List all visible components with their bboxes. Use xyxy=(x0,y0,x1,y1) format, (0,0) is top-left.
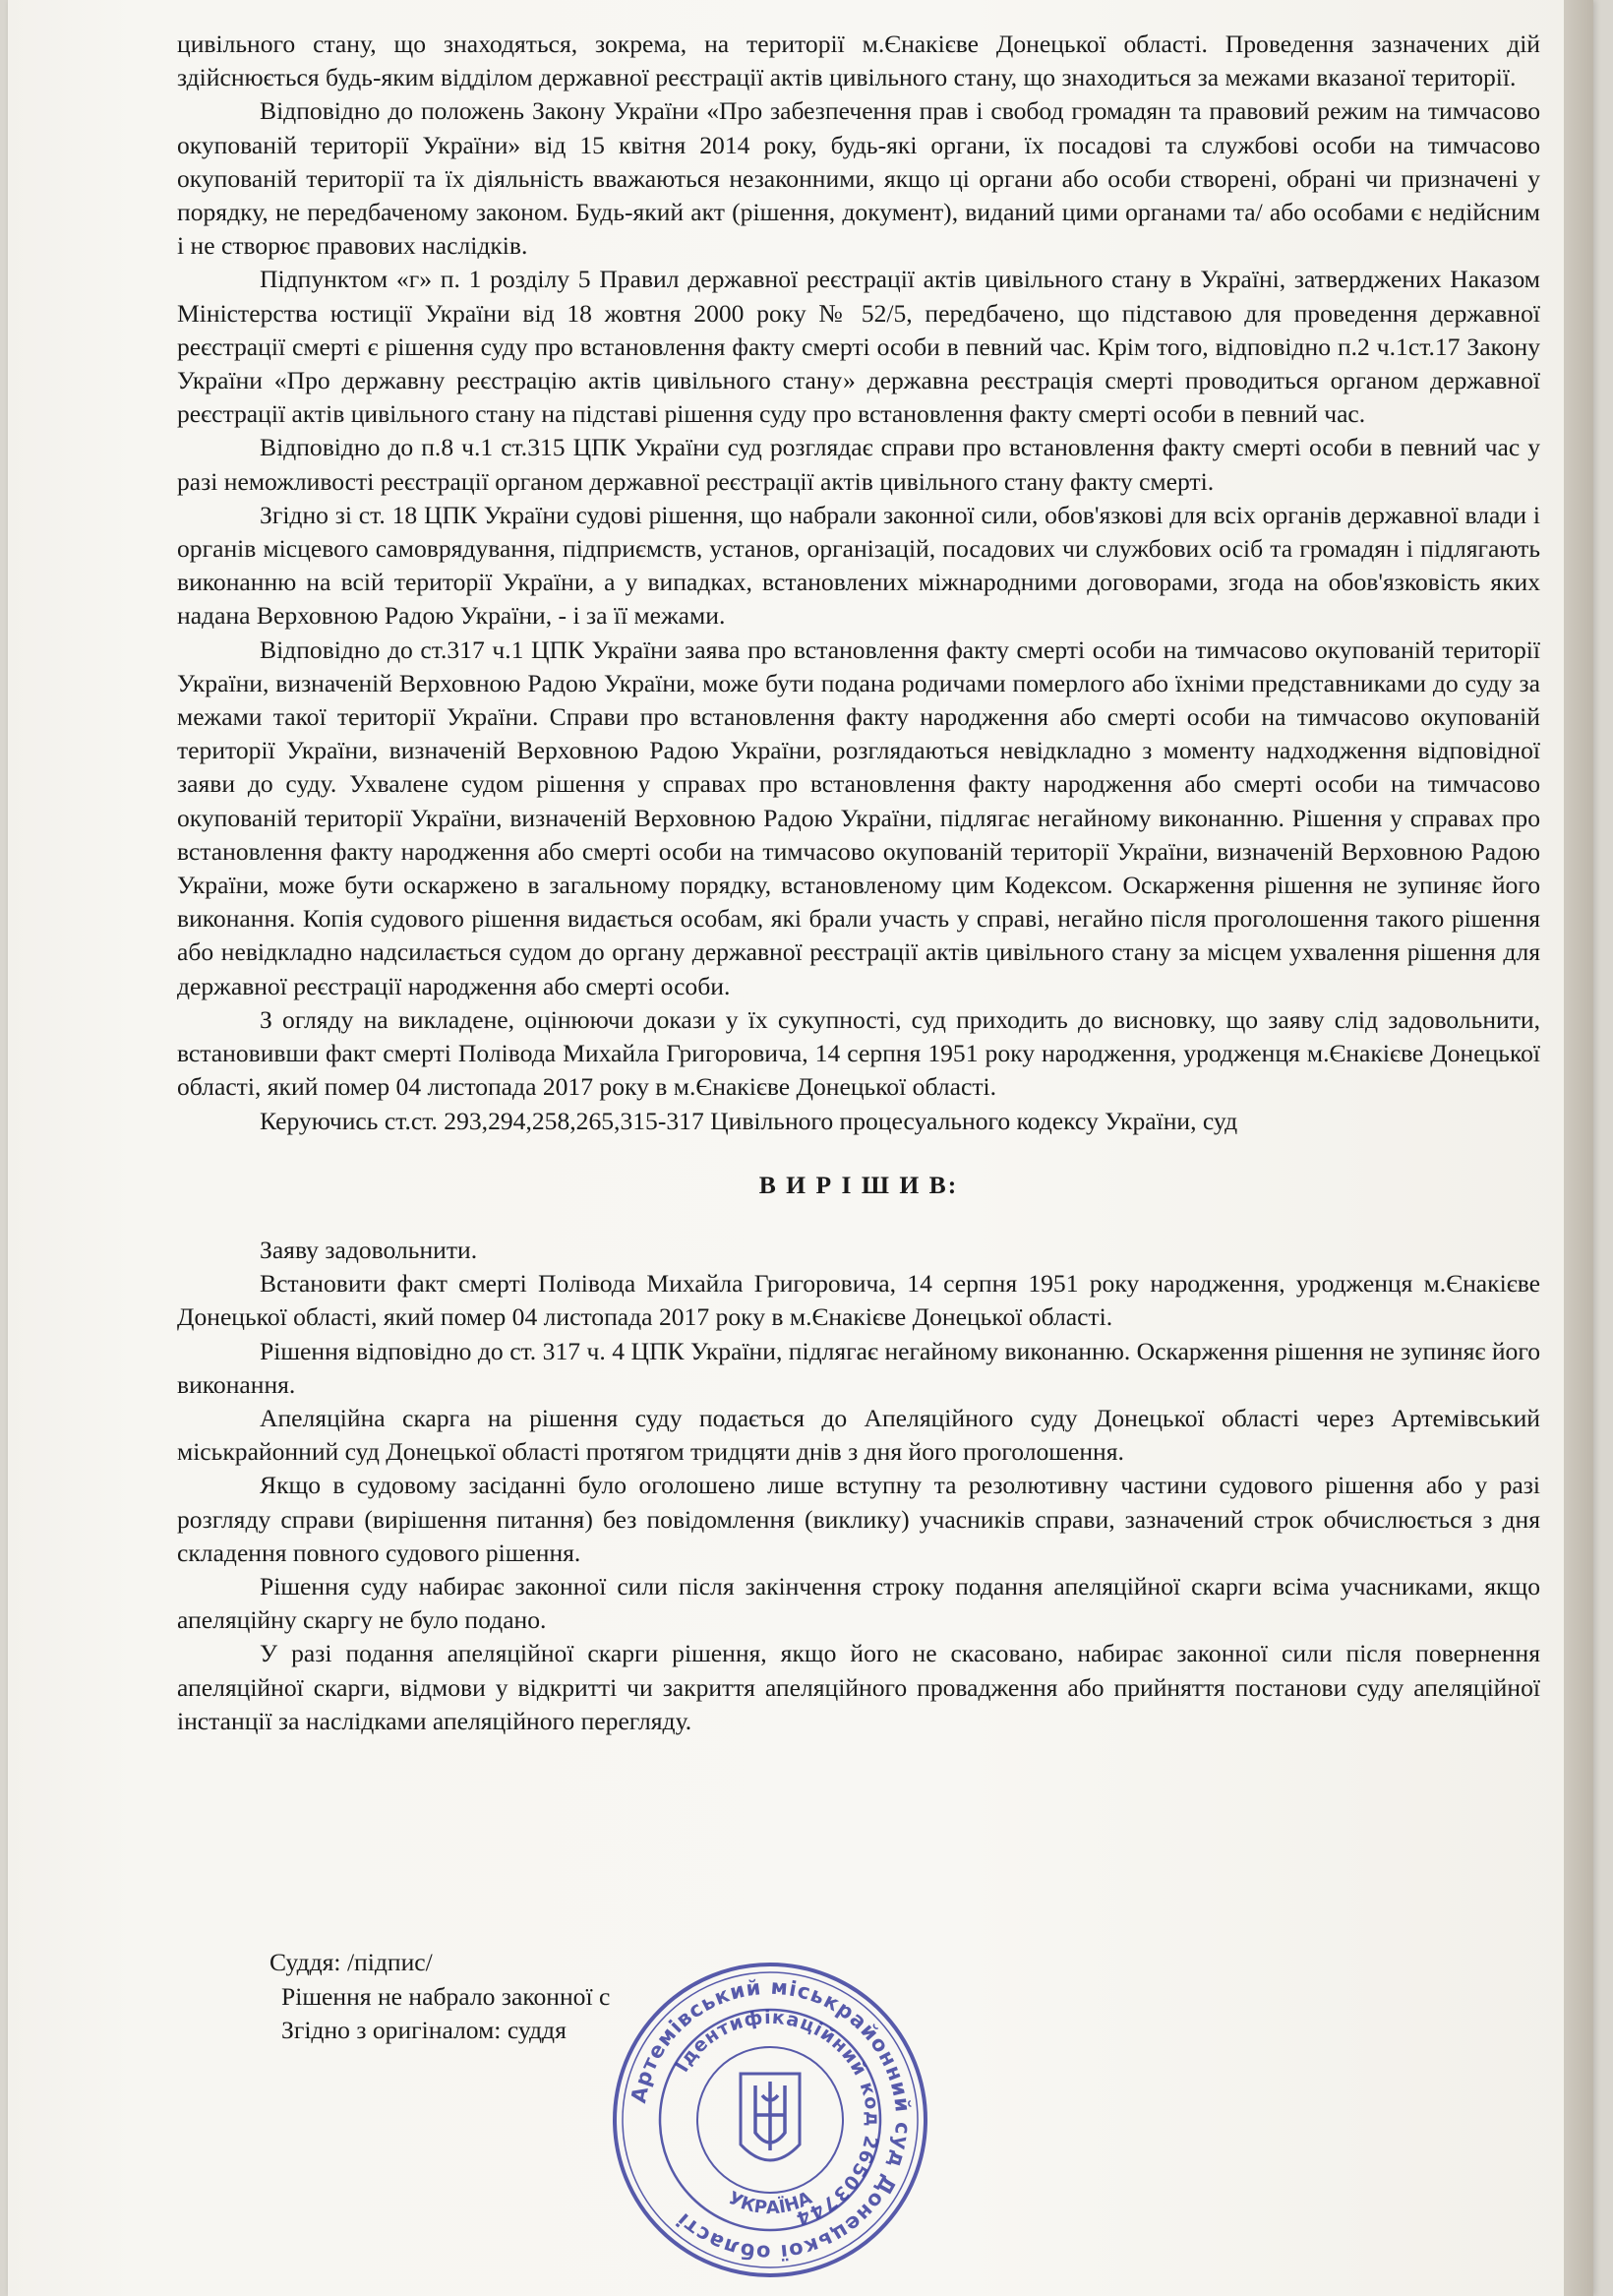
document-body xyxy=(177,28,1540,1738)
document-page xyxy=(8,0,1593,2296)
judge-signature: Суддя: /підпис/ xyxy=(269,1948,433,1976)
paragraph-continuation: цивільного стану, що знаходяться, зокрема, на території м.Єнакієве Донецької області. Проведення зазначених дій здійснюється будь-яким відділом державної реєстрації актів цивільного стану, що знаходиться за межами вказаної території. xyxy=(177,30,1540,92)
decision-grant: Заяву задовольнити. xyxy=(260,1235,478,1264)
paragraph-conclusion: З огляду на викладене, оцінюючи докази у їх сукупності, суд приходить до висновку, що заяву слід задовольнити, встановивши факт смерті Полівода Михайла Григоровича, 14 серпня 1951 року народження, уродженця м.Єнакієве Донецької області, який помер 04 листопада 2017 року в м.Єнакієве Донецької області. xyxy=(177,1004,1540,1102)
decision-establish-fact: Встановити факт смерті Полівода Михайла Григоровича, 14 серпня 1951 року народження, уродженця м.Єнакієве Донецької області, який помер 04 листопада 2017 року в м.Єнакієве Донецької області. xyxy=(177,1269,1540,1332)
seal-inner-text: Ідентифікаційний код 26503744 xyxy=(671,2006,884,2230)
signature-block xyxy=(269,1946,610,2048)
decision-heading: В И Р І Ш И В: xyxy=(758,1170,959,1199)
not-in-force-note: Рішення не набрало законної с xyxy=(281,1981,611,2011)
decision-appeal-consequences: У разі подання апеляційної скарги рішення, якщо його не скасовано, набирає законної сили після повернення апеляційної скарги, відмови у відкритті чи закриття апеляційного провадження або прийняття постанови суду апеляційної інстанції за наслідками апеляційного перегляду. xyxy=(177,1639,1540,1735)
court-seal xyxy=(608,1958,932,2282)
seal-bottom-text: УКРАЇНА xyxy=(725,2187,815,2219)
paragraph-guided-by: Керуючись ст.ст. 293,294,258,265,315-317 Цивільного процесуального кодексу України, суд xyxy=(260,1106,1238,1135)
decision-term-calculation: Якщо в судовому засіданні було оголошено лише вступну та резолютивну частини судового рішення або у разі розгляду справи (вирішення питання) без повідомлення (виклику) учасників справи, зазначений строк обчислюється з дня складення повного судового рішення. xyxy=(177,1471,1540,1567)
trident-emblem-icon xyxy=(741,2074,800,2160)
paragraph-cpc-315: Відповідно до п.8 ч.1 ст.315 ЦПК України суд розглядає справи про встановлення факту смерті особи в певний час у разі неможливості реєстрації органом державної реєстрації актів цивільного стану факту смерті. xyxy=(177,433,1540,496)
page-edge xyxy=(1564,0,1593,2296)
copy-certification: Згідно з оригіналом: суддя xyxy=(281,2016,567,2044)
decision-immediate-execution: Рішення відповідно до ст. 317 ч. 4 ЦПК України, підлягає негайному виконанню. Оскарження рішення не зупиняє його виконання. xyxy=(177,1336,1540,1399)
decision-appeal: Апеляційна скарга на рішення суду подається до Апеляційного суду Донецької області через Артемівський міськрайонний суд Донецької області протягом тридцяти днів з дня його проголошення. xyxy=(177,1403,1540,1467)
decision-legal-force: Рішення суду набирає законної сили після закінчення строку подання апеляційної скарги всіма учасниками, якщо апеляційну скаргу не було подано. xyxy=(177,1571,1540,1635)
seal-outer-text: Артемівський міськрайонний суд Донецької області xyxy=(627,1974,916,2266)
paragraph-law-occupied-territory: Відповідно до положень Закону України «Про забезпечення прав і свобод громадян та правовий режим на тимчасово окупованій території України» від 15 квітня 2014 року, будь-які органи, їх посадові та службові особи на тимчасово окупованій території та їх діяльність вважаються незаконними, якщо ці органи або особи створені, обрані чи призначені у порядку, не передбаченому законом. Будь-який акт (рішення, документ), виданий цими органами та/ або особами є недійсним і не створює правових наслідків. xyxy=(177,96,1540,261)
paragraph-cpc-317: Відповідно до ст.317 ч.1 ЦПК України заява про встановлення факту смерті особи на тимчасово окупованій території України, визначеній Верховною Радою України, може бути подана родичами померлого або їхніми представниками до суду за межами такої території України. Справи про встановлення факту народження або смерті особи на тимчасово окупованій території України, визначеній Верховною Радою України, розглядаються невідкладно з моменту надходження відповідної заяви до суду. Ухвалене судом рішення у справах про встановлення факту народження або смерті особи на тимчасово окупованій території України, визначеній Верховною Радою України, підлягає негайному виконанню. Рішення у справах про встановлення факту народження або смерті особи на тимчасово окупованій території України, визначеній Верховною Радою України, може бути оскаржено в загальному порядку, встановленому цим Кодексом. Оскарження рішення не зупиняє його виконання. Копія судового рішення видається особам, які брали участь у справі, негайно після проголошення такого рішення або невідкладно надсилається судом до органу державної реєстрації актів цивільного стану за місцем ухвалення рішення для державної реєстрації народження або смерті особи. xyxy=(177,634,1540,1000)
paragraph-registration-rules: Підпунктом «г» п. 1 розділу 5 Правил державної реєстрації актів цивільного стану в Україні, затверджених Наказом Міністерства юстиції України від 18 жовтня 2000 року № 52/5, передбачено, що підставою для проведення державної реєстрації смерті є рішення суду про встановлення факту смерті особи в певний час. Крім того, відповідно п.2 ч.1ст.17 Закону України «Про державну реєстрацію актів цивільного стану» державна реєстрація смерті проводиться органом державної реєстрації актів цивільного стану на підставі рішення суду про встановлення факту смерті особи в певний час. xyxy=(177,265,1540,429)
paragraph-cpc-18: Згідно зі ст. 18 ЦПК України судові рішення, що набрали законної сили, обов'язкові для всіх органів державної влади і органів місцевого самоврядування, підприємств, установ, організацій, посадових чи службових осіб та громадян і підлягають виконанню на всій території України, а у випадках, встановлених міжнародними договорами, згода на обов'язковість яких надана Верховною Радою України, - і за її межами. xyxy=(177,500,1540,631)
